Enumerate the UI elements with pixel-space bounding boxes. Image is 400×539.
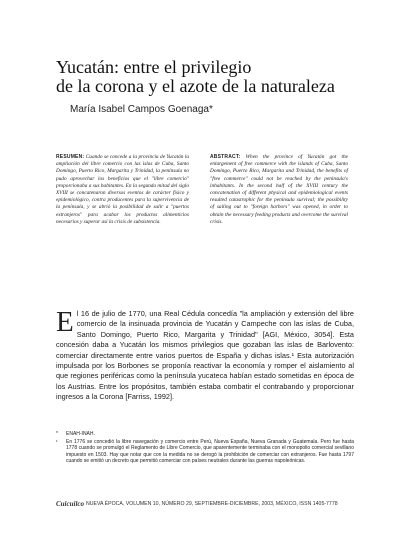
body-paragraph	[56, 306, 354, 403]
author-name: María Isabel Campos Goenaga*	[70, 104, 213, 115]
drop-cap: E	[56, 306, 74, 338]
footnote-text: En 1776 se concedió la libre navegación y comercio entre Perú, Nueva España, Nueva Granada y Guatemala. Pero fue hasta 1778 cuando se promulgó el Reglamento de Libre Comercio, que aparentemente terminaba con el monopolio comercial sevillano impuesto en 1503. Hay que notar que con la medida no se derogó la prohibición de comerciar con extranjeros. Fue hasta 1797 cuando se emitió un decreto que permitió comerciar con países neutrales durante las guerras napoleónicas.	[66, 438, 354, 465]
abstract-spanish-label: RESUMEN:	[56, 154, 85, 160]
journal-footer	[56, 500, 356, 508]
footnote-text: ENAH-INAH.	[66, 431, 95, 437]
title-line-2: de la corona y el azote de la naturaleza	[56, 76, 335, 96]
journal-citation: NUEVA ÉPOCA, VOLUMEN 10, NÚMERO 29, SEPTIEMBRE-DICIEMBRE, 2003, MÉXICO, ISSN 1405-7778	[86, 501, 338, 507]
footnotes	[56, 431, 354, 466]
abstract-spanish	[56, 154, 189, 226]
footnote	[56, 431, 354, 438]
abstract-english-text: When the province of Yucatán got the enlargement of free commerce with the islands of Cuba, Santo Domingo, Puerto Rico, Margarita and Trinidad, the benefits of "free commerce" could not be reached by the peninsula's inhabitants. In the second half of the XVIII century the concatenation of different physical and epidemiological events resulted catastrophic for the peninsula survival; the possibility of sailing out to "foreign harbors" was opened, in order to obtain the necessary feeding products and overcome the survival crisis.	[210, 154, 349, 225]
title-line-1: Yucatán: entre el privilegio	[56, 57, 252, 77]
footnote	[56, 439, 354, 465]
abstract-english	[210, 154, 348, 226]
footnote-mark: ¹	[56, 438, 58, 445]
footnote-mark: *	[56, 431, 58, 437]
article-title	[56, 58, 376, 96]
abstract-spanish-text: Cuando se concede a la provincia de Yucatán la ampliación del libre comercio con las islas de Cuba, Santo Domingo, Puerto Rico, Margarita y Trinidad, la península no pudo aprovechar los beneficios que el "libre comercio" proporcionaba a sus habitantes. En la segunda mitad del siglo XVIII se concatenaron diversos eventos de carácter físico y epidemiológico, contra producentes para la supervivencia de la península, y se abrió la posibilidad de salir a "puertos extranjeros" para acabar los productos alimenticios necesarios y superar así la crisis de subsistencia.	[56, 154, 189, 225]
body-text: l 16 de julio de 1770, una Real Cédula concedía "la ampliación y extensión del libre comercio de la insinuada provincia de Yucatán y Campeche con las islas de Cuba, Santo Domingo, Puerto Rico, Margarita y Trinidad" [AGI, México, 3054]. Esta concesión daba a Yucatán los mismos privilegios que gozaban las islas de Barlovento: comerciar directamente entre varios puertos de España y dichas islas.¹ Esta autorización impulsada por los Borbones se proponía reactivar la economía y romper el aislamiento al que regiones periféricas como la península yucateca habían estado sometidas en época de los Austrias. Entre los propósitos, también estaba combatir el contrabando y proporcionar ingresos a la Corona [Farriss, 1992].	[56, 309, 354, 402]
journal-logo: Cuicuilco	[56, 500, 85, 508]
abstract-english-label: ABSTRACT:	[210, 154, 241, 160]
